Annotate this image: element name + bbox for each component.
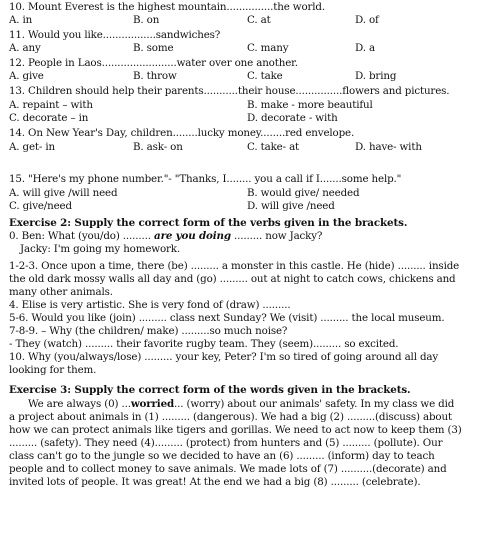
example-suffix: ......... now Jacky? — [230, 230, 323, 242]
exercise-2-line: 10. Why (you/always/lose) ......... your key, Peter? I'm so tired of going around all day — [9, 351, 439, 363]
exercise-3-heading: Exercise 3: Supply the correct form of the words given in the brackets. — [9, 384, 411, 396]
option-b: B. throw — [133, 70, 177, 82]
exercise-2-line: 7-8-9. – Why (the children/ make) .........so much noise? — [9, 325, 288, 337]
exercise-2-heading: Exercise 2: Supply the correct form of the verbs given in the brackets. — [9, 217, 408, 229]
exercise-2-line: looking for them. — [9, 364, 97, 376]
option-a: A. in — [9, 13, 33, 26]
question-15-options-cd — [9, 200, 479, 213]
option-a: A. get- in — [9, 141, 55, 153]
question-14-options — [9, 141, 479, 154]
exercise-3-line: We are always (0) ...worried... (worry) about our animals' safety. In my class we did — [28, 398, 455, 410]
question-13-stem: 13. Children should help their parents...........their house...............flowers and pictures. — [9, 85, 450, 97]
exercise-2-line: the old dark mossy walls all day and (go) ......... out at night to catch cows, chickens and — [9, 273, 456, 285]
exercise-2-line: - They (watch) ......... their favorite rugby team. They (seem)......... so excited. — [9, 338, 399, 350]
exercise-2-line: 1-2-3. Once upon a time, there (be) ......... a monster in this castle. He (hide) ......... inside — [9, 260, 460, 272]
option-d: D. of — [355, 13, 379, 26]
question-10-options — [9, 14, 479, 27]
option-b: B. on — [133, 13, 160, 26]
question-12-stem: 12. People in Laos........................water over one another. — [9, 57, 298, 69]
option-b: B. make - more beautiful — [247, 98, 373, 111]
option-b: B. ask- on — [133, 141, 183, 153]
option-d: D. bring — [355, 70, 397, 82]
option-d: D. a — [355, 42, 375, 54]
exercise-3-line: people and to collect money to save animals. We made lots of (7) ..........(decorate) and — [9, 463, 447, 475]
exercise-3-line: ......... (safety). They need (4)......... (protect) from hunters and (5) ......... (pollute). Our — [9, 437, 443, 449]
exercise-3-line: a project about animals in (1) ......... (dangerous). We had a big (2) .........(discuss) about — [9, 411, 452, 423]
question-14-stem: 14. On New Year's Day, children........lucky money........red envelope. — [9, 127, 355, 139]
option-c: C. take- at — [247, 141, 300, 153]
exercise-2-example — [9, 230, 322, 243]
option-c: C. take — [247, 70, 283, 82]
question-12-options — [9, 70, 479, 83]
question-10-stem: 10. Mount Everest is the highest mountain...............the world. — [9, 1, 325, 13]
option-a: A. will give /will need — [9, 187, 118, 199]
option-c: C. many — [247, 42, 289, 54]
option-d: D. have- with — [355, 141, 422, 153]
exercise-3-line: invited lots of people. It was great! At the end we had a big (8) ......... (celebrate). — [9, 476, 421, 488]
option-c: C. give/need — [9, 200, 72, 212]
option-d: D. decorate - with — [247, 111, 338, 124]
exercise-3-line: how we can protect animals like tigers and gorillas. We need to act now to keep them (3) — [9, 424, 462, 436]
question-15-options-ab — [9, 187, 479, 200]
option-b: B. would give/ needed — [247, 187, 360, 199]
question-11-stem: 11. Would you like.................sandwiches? — [9, 29, 221, 41]
option-a: A. any — [9, 42, 41, 54]
option-c: C. at — [247, 13, 271, 26]
option-a: A. repaint – with — [9, 98, 93, 111]
example-answer: are you doing — [154, 230, 231, 242]
option-b: B. some — [133, 42, 174, 54]
exercise-2-example-reply: Jacky: I'm going my homework. — [20, 243, 180, 255]
option-c: C. decorate – in — [9, 111, 89, 124]
example-prefix: 0. Ben: What (you/do) ......... — [9, 230, 155, 242]
option-a: A. give — [9, 70, 44, 82]
exercise-3-line: class can't go to the jungle so we decided to have an (6) ......... (inform) day to teach — [9, 450, 435, 462]
exercise-2-line: 5-6. Would you like (join) ......... class next Sunday? We (visit) ......... the local museum. — [9, 312, 445, 324]
exercise-2-line: many other animals. — [9, 286, 113, 298]
question-13-options-ab — [9, 99, 479, 112]
question-11-options — [9, 42, 479, 55]
question-13-options-cd — [9, 112, 479, 125]
option-d: D. will give /need — [247, 200, 335, 212]
example-answer: worried — [130, 398, 175, 410]
exercise-2-line: 4. Elise is very artistic. She is very fond of (draw) ......... — [9, 299, 291, 311]
question-15-stem: 15. "Here's my phone number."- "Thanks, I........ you a call if I.......some help." — [9, 173, 402, 185]
